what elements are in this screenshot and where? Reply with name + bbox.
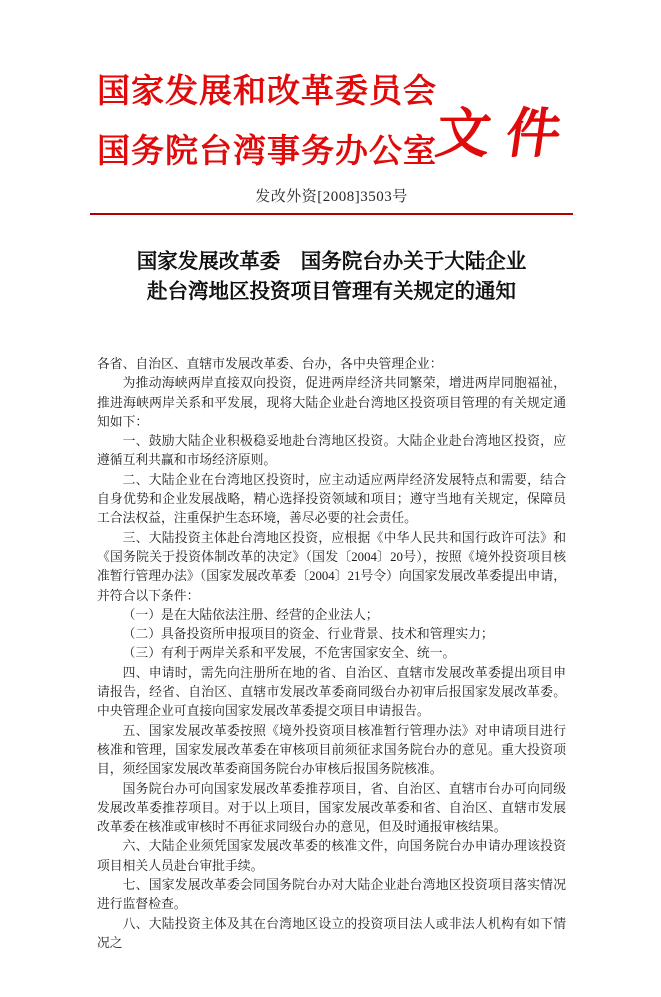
body-paragraph: 二、大陆企业在台湾地区投资时，应主动适应两岸经济发展特点和需要，结合自身优势和企业发展战略，精心选择投资领域和项目；遵守当地有关规定，保障员工合法权益，注重保护生态环境，善尽必要的社会责任。 bbox=[97, 472, 566, 526]
body-paragraph: 国务院台办可向国家发展改革委推荐项目，省、自治区、直辖市台办可向同级发展改革委推荐项目。对于以上项目，国家发展改革委和省、自治区、直辖市发展改革委在核准或审核时不再征求同级台办的意见，但及时通报审核结果。 bbox=[97, 781, 566, 835]
body-paragraph: 六、大陆企业须凭国家发展改革委的核准文件，向国务院台办申请办理该投资项目相关人员赴台审批手续。 bbox=[97, 839, 566, 873]
body-paragraph: 一、鼓励大陆企业积极稳妥地赴台湾地区投资。大陆企业赴台湾地区投资，应遵循互利共赢和市场经济原则。 bbox=[97, 434, 566, 468]
document-title-line-2: 赴台湾地区投资项目管理有关规定的通知 bbox=[147, 281, 516, 303]
body-paragraph: 八、大陆投资主体及其在台湾地区设立的投资项目法人或非法人机构有如下情况之 bbox=[97, 916, 566, 950]
agency-name-ndrc: 国家发展和改革委员会 bbox=[97, 74, 437, 110]
body-paragraph: 七、国家发展改革委会同国务院台办对大陆企业赴台湾地区投资项目落实情况进行监督检查。 bbox=[97, 878, 566, 912]
agency-name-taiwan-affairs-office: 国务院台湾事务办公室 bbox=[97, 134, 437, 170]
document-letterhead bbox=[97, 62, 581, 182]
salutation-line: 各省、自治区、直辖市发展改革委、台办，各中央管理企业： bbox=[97, 357, 443, 371]
document-page bbox=[0, 62, 661, 997]
body-paragraph: 为推动海峡两岸直接双向投资，促进两岸经济共同繁荣，增进两岸同胞福祉，推进海峡两岸关系和平发展，现将大陆企业赴台湾地区投资项目管理的有关规定通知如下： bbox=[97, 376, 566, 429]
body-paragraph: （二）具备投资所申报项目的资金、行业背景、技术和管理实力； bbox=[122, 627, 494, 642]
document-title bbox=[97, 247, 566, 307]
issuing-agencies bbox=[97, 62, 437, 182]
document-type-label: 文件 bbox=[432, 103, 581, 164]
document-number: 发改外资[2008]3503号 bbox=[255, 189, 408, 205]
body-paragraph: （三）有利于两岸关系和平发展，不危害国家安全、统一。 bbox=[122, 646, 456, 661]
document-title-line-1: 国家发展改革委 国务院台办关于大陆企业 bbox=[136, 251, 527, 273]
body-paragraph: 三、大陆投资主体赴台湾地区投资，应根据《中华人民共和国行政许可法》和《国务院关于投资体制改革的决定》（国发〔2004〕20号），按照《境外投资项目核准暂行管理办法》（国家发展改革委〔2004〕21号令）向国家发展改革委提出申请，并符合以下条件： bbox=[97, 530, 566, 603]
red-divider-rule bbox=[90, 213, 573, 215]
body-paragraph: 五、国家发展改革委按照《境外投资项目核准暂行管理办法》对申请项目进行核准和管理，国家发展改革委在审核项目前须征求国务院台办的意见。重大投资项目，须经国家发展改革委商国务院台办审核后报国务院核准。 bbox=[97, 723, 566, 777]
body-paragraph: 四、申请时，需先向注册所在地的省、自治区、直辖市发展改革委提出项目申请报告，经省、自治区、直辖市发展改革委商同级台办初审后报国家发展改革委。中央管理企业可直接向国家发展改革委提交项目申请报告。 bbox=[97, 665, 566, 719]
body-paragraph: （一）是在大陆依法注册、经营的企业法人； bbox=[122, 607, 379, 622]
document-body bbox=[97, 355, 566, 953]
